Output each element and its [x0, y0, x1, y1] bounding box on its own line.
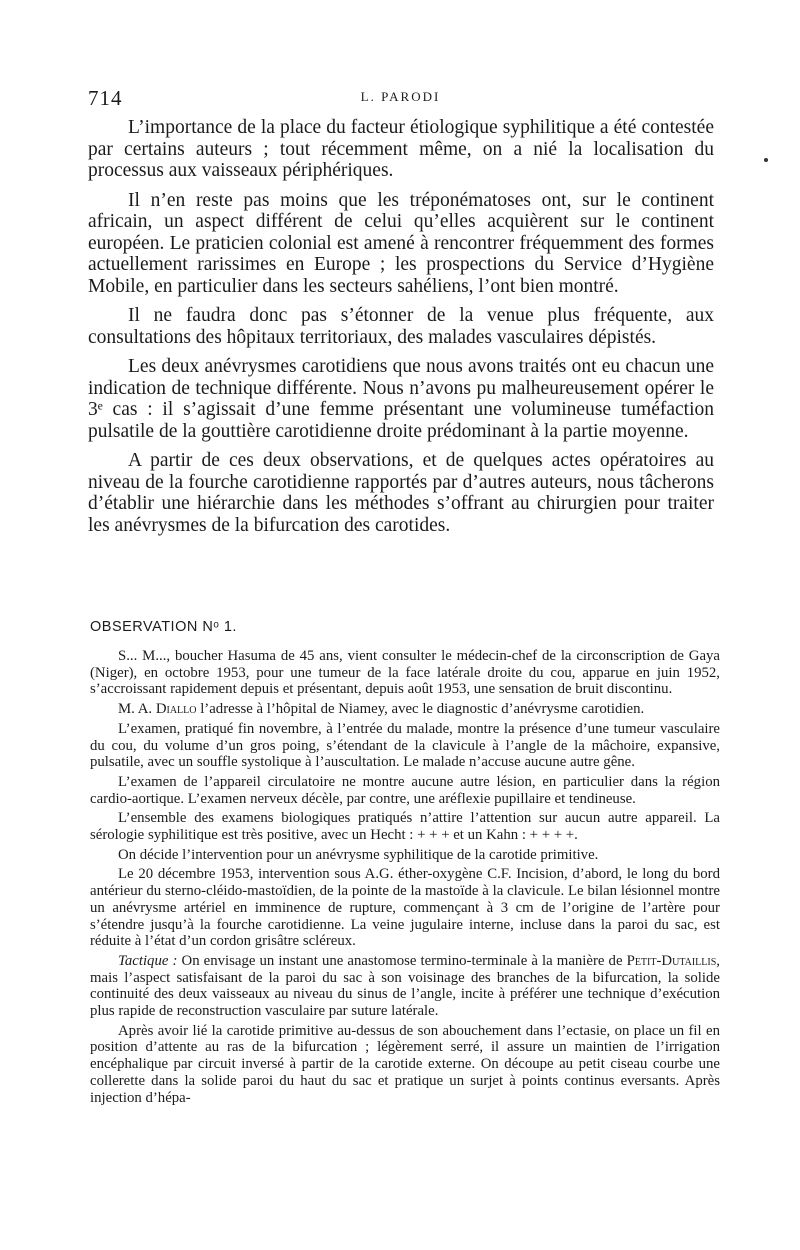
running-head: L. PARODI: [360, 89, 441, 104]
page-number: 714: [88, 86, 123, 110]
observation-body: [90, 648, 720, 1109]
tactic-label: Tactique :: [118, 952, 178, 969]
observation-paragraph: Après avoir lié la carotide primitive au-dessus de son abouchement dans l’ectasie, on place un fil en position d’attente au ras de la bifurcation ; légèrement serré, il assure un maintien de l’irrigation encéphalique par circuit inversé à partir de la carotide externe. On découpe au petit ciseau courbe une collerette dans la solide paroi du haut du sac et pratique un surjet à points continus eversants. Après injection d’hépa-: [90, 1022, 720, 1106]
paragraph-text: , mais l’aspect satisfaisant de la paroi du sac à son voisinage des branches de la bifurcation, la solide continuité des deux vaisseaux au niveau du sinus de l’angle, incite à préférer une technique d’exécution plus rapide de reconstruction vasculaire par suture latérale.: [90, 952, 720, 1020]
observation-heading: OBSERVATION Nᵒ 1.: [90, 619, 237, 635]
observation-paragraph: L’examen, pratiqué fin novembre, à l’entrée du malade, montre la présence d’une tumeur vasculaire du cou, du volume d’un gros poing, s’étendant de la clavicule à l’angle de la mâchoire, expansive, pulsatile, avec un souffle systolique à l’auscultation. Le malade n’accuse aucune autre gêne.: [90, 720, 720, 771]
observation-paragraph: Le 20 décembre 1953, intervention sous A.G. éther-oxygène C.F. Incision, d’abord, le long du bord antérieur du sterno-cléido-mastoïdien, de la pointe de la mastoïde à la clavicule. Le bilan lésionnel montre un anévrysme artériel en imminence de rupture, commençant à 3 cm de l’origine de l’artère pour s’étendre jusqu’à la fourche carotidienne. La veine jugulaire interne, incluse dans la paroi du sac, est réduite à l’état d’un cordon grisâtre scléreux.: [90, 866, 720, 950]
observation-paragraph: L’ensemble des examens biologiques pratiqués n’attire l’attention sur aucun autre appareil. La sérologie syphilitique est très positive, avec un Hecht : + + + et un Kahn : + + + +.: [90, 810, 720, 844]
observation-paragraph: On décide l’intervention pour un anévrysme syphilitique de la carotide primitive.: [118, 846, 599, 863]
observation-paragraph: S... M..., boucher Hasuma de 45 ans, vient consulter le médecin-chef de la circonscription de Gaya (Niger), en octobre 1953, pour une tumeur de la face latérale droite du cou, apparue en juin 1952, s’accroissant rapidement depuis et présentant, depuis août 1953, une sensation de bruit discontinu.: [90, 648, 720, 698]
intro-paragraph: L’importance de la place du facteur étiologique syphilitique a été contestée par certains auteurs ; tout récemment même, on a nié la localisation du processus aux vaisseaux périphériques.: [88, 117, 714, 181]
intro-paragraph: Il ne faudra donc pas s’étonner de la venue plus fréquente, aux consultations des hôpitaux territoriaux, des malades vasculaires dépistés.: [88, 305, 714, 348]
observation-paragraph: [90, 953, 720, 1020]
intro-paragraph: Les deux anévrysmes carotidiens que nous avons traités ont eu chacun une indication de technique différente. Nous n’avons pu malheureusement opérer le 3ᵉ cas : il s’agissait d’une femme présentant une volumineuse tuméfaction pulsatile de la gouttière carotidienne droite prédominant à la partie moyenne.: [88, 356, 714, 442]
paragraph-text: On envisage un instant une anastomose termino-terminale à la manière de: [177, 952, 627, 969]
observation-paragraph: L’examen de l’appareil circulatoire ne montre aucune autre lésion, en particulier dans la région cardio-aortique. L’examen nerveux décèle, par contre, une aréflexie pupillaire et tendineuse.: [90, 773, 720, 807]
person-name: Petit-Dutaillis: [626, 952, 717, 969]
intro-text: [88, 117, 714, 544]
margin-mark: [764, 158, 768, 162]
paragraph-text: l’adresse à l’hôpital de Niamey, avec le diagnostic d’anévrysme carotidien.: [196, 701, 645, 718]
page-header: [88, 86, 713, 108]
intro-paragraph: Il n’en reste pas moins que les tréponématoses ont, sur le continent africain, un aspect différent de celui qu’elles acquièrent sur le continent européen. Le praticien colonial est amené à rencontrer fréquemment des formes actuellement rarissimes en Europe ; les prospections du Service d’Hygiène Mobile, en particulier dans les secteurs sahéliens, l’ont bien montré.: [88, 189, 714, 297]
intro-paragraph: A partir de ces deux observations, et de quelques actes opératoires au niveau de la fourche carotidienne rapportés par d’autres auteurs, nous tâcherons d’établir une hiérarchie dans les méthodes s’offrant au chirurgien pour traiter les anévrysmes de la bifurcation des carotides.: [88, 450, 714, 536]
person-name: M. A. Diallo: [118, 701, 197, 718]
observation-paragraph: [90, 701, 720, 718]
